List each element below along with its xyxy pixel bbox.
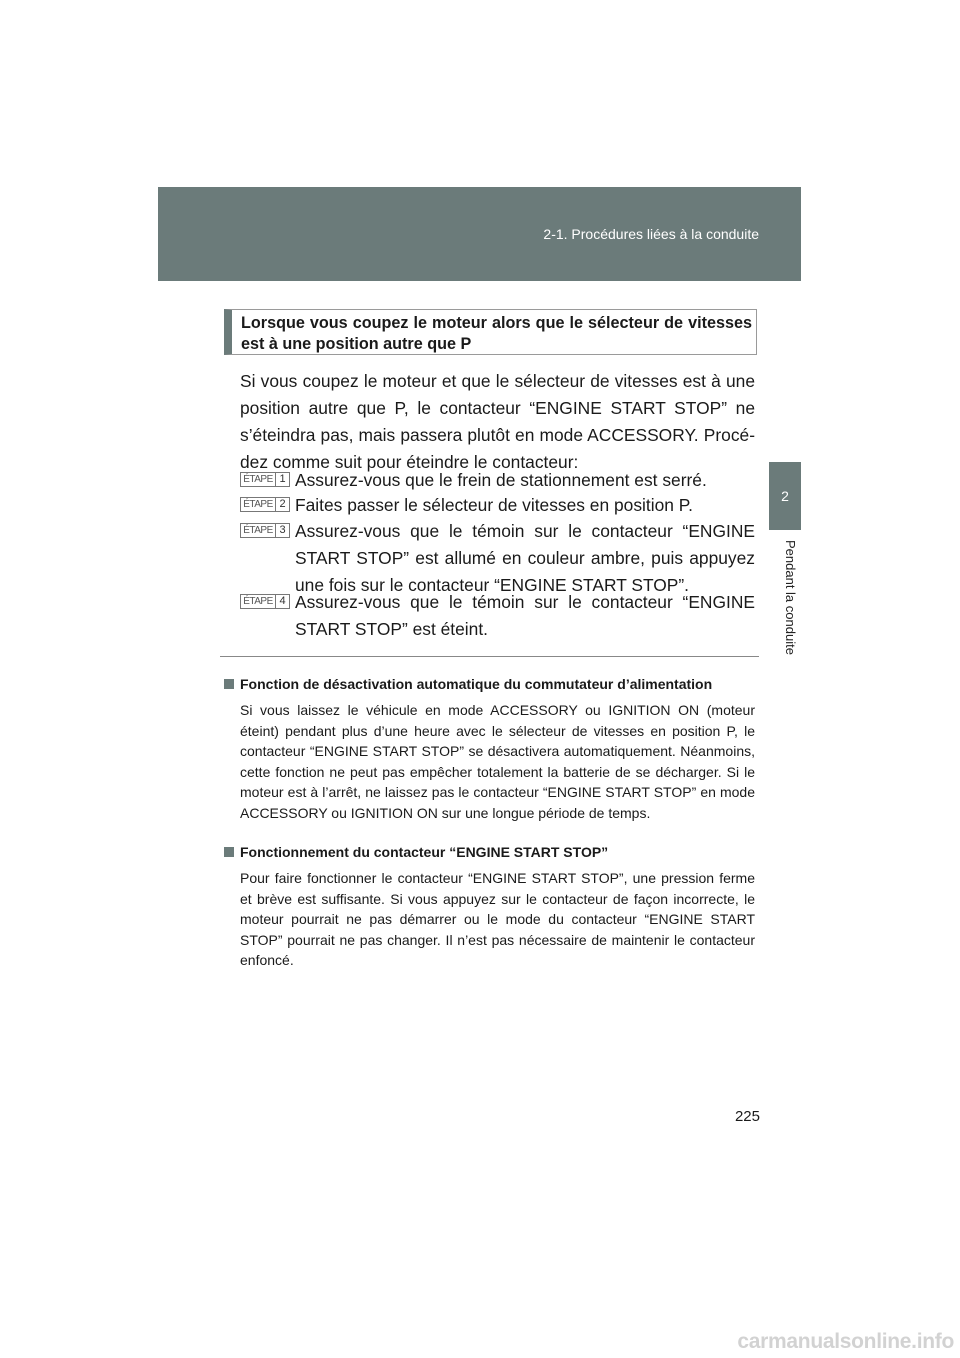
step-3 [240,518,755,599]
step-badge-label: ÉTAPE [243,499,273,510]
step-badge-number: 4 [275,595,289,608]
section-title: 2-1. Procédures liées à la conduite [543,226,759,242]
step-1 [240,467,755,494]
watermark-logo: carmanualsonline.info [737,1330,954,1353]
step-badge [240,497,290,512]
note-auto-off [224,674,755,823]
chapter-number: 2 [781,488,789,504]
step-badge-number: 3 [275,524,289,537]
chapter-title: Pendant la conduite [783,540,798,655]
step-text: Faites passer le sélecteur de vitesses en position P. [295,495,693,515]
section-heading: Lorsque vous coupez le moteur alors que le sélecteur de vitesses est à une position autre que P [241,314,752,353]
step-badge-number: 1 [275,473,289,486]
step-text: Assurez-vous que le témoin sur le contacteur “ENGINE START STOP” est allumé en couleur ambre, puis appuyez une fois sur le contacteur “ENGINE START STOP”. [295,521,755,595]
note-body: Pour faire fonctionner le contacteur “ENGINE START STOP”, une pression ferme et brève est suffisante. Si vous appuyez sur le contacteur de façon incorrecte, le moteur pourrait ne pas démarrer ou le mode du contacteur “ENGINE START STOP” pourrait ne pas changer. Il n’est pas nécessaire de maintenir le contacteur enfoncé. [240,870,755,968]
chapter-tab [769,462,801,530]
step-badge-number: 2 [275,498,289,511]
step-badge [240,523,290,538]
step-2 [240,492,755,519]
note-title [224,842,755,862]
step-badge [240,472,290,487]
header-band [158,187,801,281]
page-number: 225 [734,1108,760,1125]
square-bullet-icon [224,847,234,857]
step-text: Assurez-vous que le témoin sur le contacteur “ENGINE START STOP” est éteint. [295,592,755,639]
note-title-text: Fonction de désactivation automatique du commutateur d’alimentation [240,676,713,692]
step-text: Assurez-vous que le frein de stationnement est serré. [295,470,707,490]
note-switch-operation [224,842,755,971]
step-badge-label: ÉTAPE [243,596,273,607]
step-badge-label: ÉTAPE [243,474,273,485]
note-title-text: Fonctionnement du contacteur “ENGINE START STOP” [240,844,609,860]
step-4 [240,589,755,643]
step-badge-label: ÉTAPE [243,525,273,536]
step-badge [240,594,290,609]
note-title [224,674,755,694]
section-heading-box [224,309,757,355]
divider [220,656,759,657]
square-bullet-icon [224,679,234,689]
intro-paragraph: Si vous coupez le moteur et que le sélecteur de vitesses est à une position autre que P, le contacteur “ENGINE START STOP” ne s’éteindra pas, mais passera plutôt en mode ACCESSORY. Procédez comme suit pour éteindre le contacteur: [240,371,755,472]
note-body: Si vous laissez le véhicule en mode ACCESSORY ou IGNITION ON (moteur éteint) pendant plus d’une heure avec le sélecteur de vitesses en position P, le contacteur “ENGINE START STOP” se désactivera automatiquement. Néanmoins, cette fonction ne peut pas empêcher totalement la batterie de se décharger. Si le moteur est à l’arrêt, ne laissez pas le contacteur “ENGINE START STOP” en mode ACCESSORY ou IGNITION ON sur une longue période de temps. [240,702,755,821]
